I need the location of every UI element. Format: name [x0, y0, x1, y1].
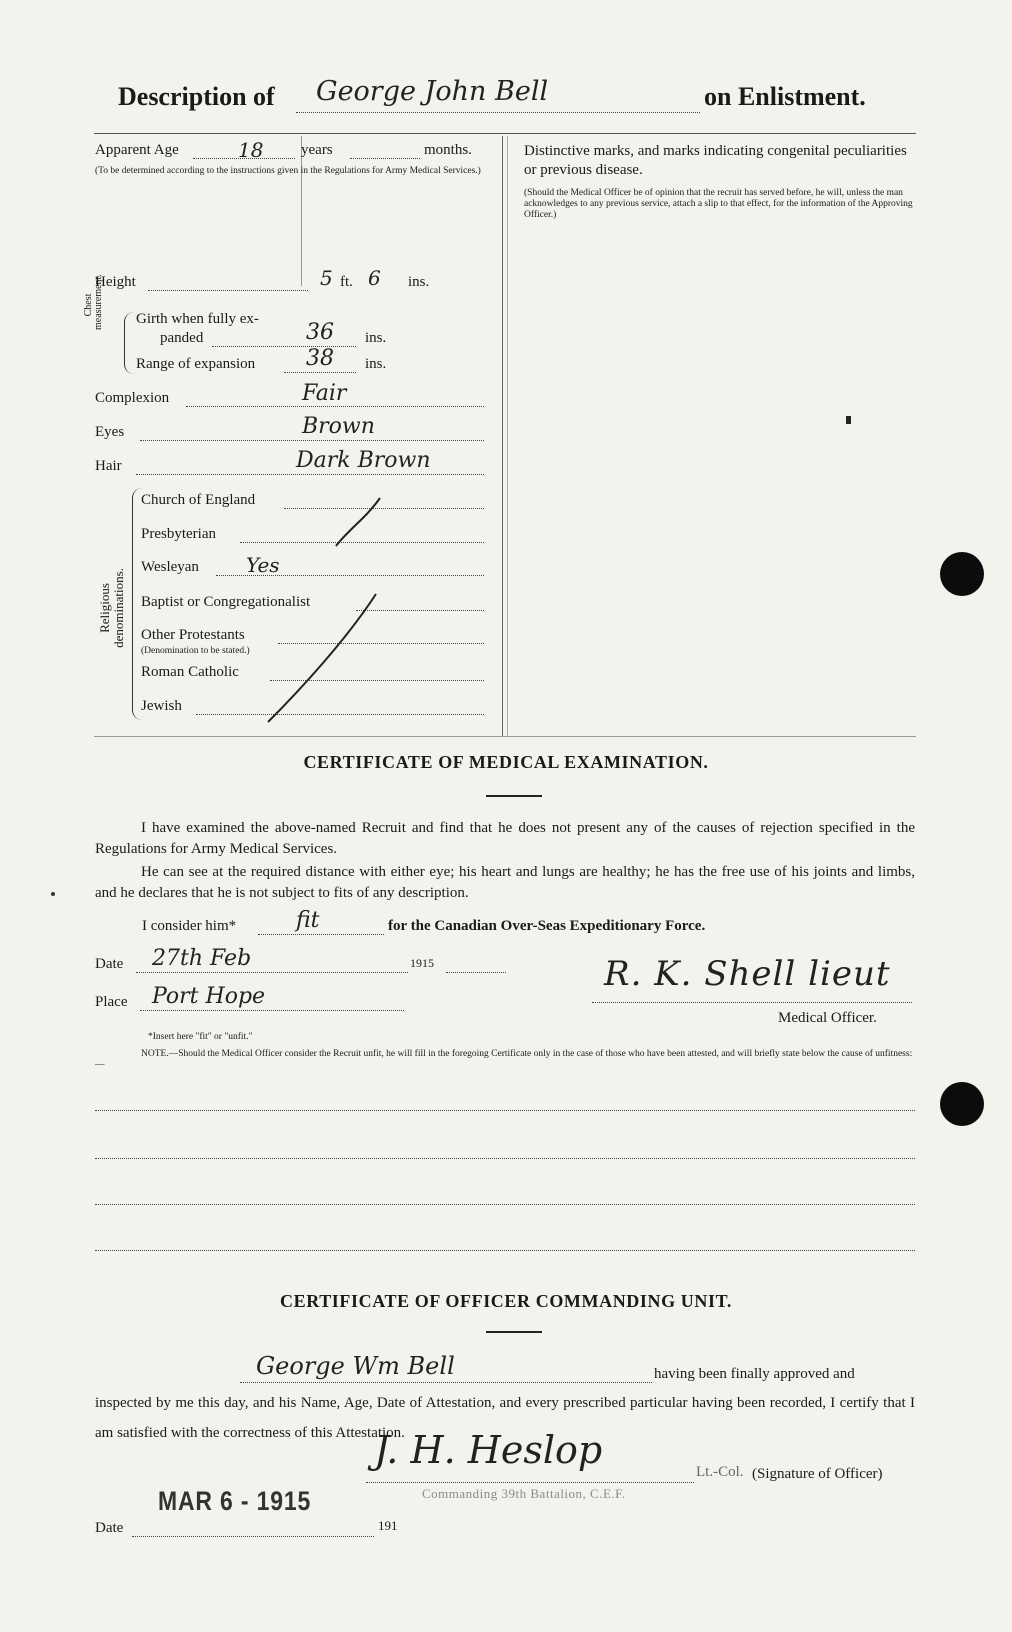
commanding-signature-label: (Signature of Officer) — [752, 1466, 883, 1482]
commanding-year-prefix: 191 — [378, 1518, 398, 1533]
unfitness-note: NOTE.—Should the Medical Officer consider the Recruit unfit, he will fill in the foregoing Certificate only in the case of those who have been attested, and will briefly state below the cause of unfitness:— — [95, 1049, 913, 1070]
chest-bracket — [124, 312, 135, 374]
commanding-certificate-heading: CERTIFICATE OF OFFICER COMMANDING UNIT. — [280, 1291, 732, 1311]
eyes-label: Eyes — [95, 424, 125, 440]
distinctive-heading: Distinctive marks, and marks indicating congenital peculiarities or previous disease. — [524, 143, 907, 178]
height-ft-value: 5 — [320, 266, 333, 290]
consider-prefix: I consider him* — [142, 918, 237, 934]
commanding-stamp-line: Commanding 39th Battalion, C.E.F. — [422, 1486, 626, 1501]
complexion-label: Complexion — [95, 390, 170, 406]
punch-hole-lower — [940, 1082, 984, 1126]
wesleyan-value: Yes — [246, 553, 280, 577]
insert-note: *Insert here "fit" or "unfit." — [148, 1032, 253, 1042]
center-divider — [502, 136, 503, 736]
girth-value: 36 — [306, 320, 334, 345]
range-unit: ins. — [365, 356, 387, 372]
complexion-value: Fair — [302, 381, 347, 406]
religion-label: Religious denominations. — [97, 568, 126, 648]
complexion-line — [186, 406, 484, 407]
margin-dot — [51, 892, 55, 896]
hair-line — [136, 474, 484, 475]
medical-officer-signature-line — [592, 1002, 912, 1003]
title-name-line — [296, 112, 700, 113]
apparent-age-value: 18 — [238, 138, 264, 162]
consider-line — [258, 934, 384, 935]
range-line — [284, 372, 356, 373]
ink-speck — [846, 416, 851, 424]
consider-value: fit — [296, 908, 320, 933]
eyes-line — [140, 440, 484, 441]
date-stamp: MAR 6 - 1915 — [158, 1486, 312, 1516]
top-rule — [94, 133, 916, 134]
commanding-date-label: Date — [95, 1520, 124, 1536]
religion-church-of-england: Church of England — [141, 492, 256, 508]
commanding-text-line1: having been finally approved and — [654, 1366, 855, 1382]
hair-value: Dark Brown — [296, 448, 431, 473]
commanding-rank: Lt.-Col. — [696, 1464, 744, 1480]
commanding-heading-rule — [486, 1331, 542, 1333]
height-ins-value: 6 — [368, 266, 381, 290]
place-line — [140, 1010, 404, 1011]
height-line — [148, 290, 308, 291]
medical-date-line — [136, 972, 408, 973]
ins-label: ins. — [408, 274, 430, 290]
medical-paragraph-1: I have examined the above-named Recruit and find that he does not present any of the causes of rejection specified in the Regulations for Army Medical Services. — [95, 820, 915, 857]
age-note: (To be determined according to the instructions given in the Regulations for Army Medical Services.) — [95, 166, 481, 176]
religion-strike-marks — [240, 490, 400, 730]
religion-baptist: Baptist or Congregationalist — [141, 594, 311, 610]
eyes-value: Brown — [302, 414, 375, 439]
months-line — [350, 158, 420, 159]
title-name-handwritten: George John Bell — [316, 76, 549, 107]
girth-unit: ins. — [365, 330, 387, 346]
commanding-signature-line — [366, 1482, 694, 1483]
distinctive-note: (Should the Medical Officer be of opinion that the recruit has served before, he will, unless the man acknowledges to any previous service, attach a slip to that effect, for the information of the Approving Officer.) — [524, 188, 913, 220]
medical-certificate-heading: CERTIFICATE OF MEDICAL EXAMINATION. — [303, 752, 709, 772]
medical-date-value: 27th Feb — [152, 946, 252, 971]
place-label: Place — [95, 994, 128, 1010]
medical-date-label: Date — [95, 956, 124, 972]
commanding-officer-signature: J. H. Heslop — [374, 1428, 603, 1472]
unfitness-line-1 — [95, 1110, 915, 1111]
religion-wesleyan: Wesleyan — [141, 559, 199, 575]
chest-measurement-label: Chest measurement. — [83, 274, 104, 330]
girth-label-line2: panded — [160, 330, 204, 346]
title-suffix: on Enlistment. — [704, 82, 866, 111]
religion-other-protestants: Other Protestants — [141, 627, 245, 643]
medical-date-year: 1915 — [410, 956, 434, 970]
medical-date-year-line — [446, 972, 506, 973]
medical-heading-rule — [486, 795, 542, 797]
religion-jewish: Jewish — [141, 698, 182, 714]
commanding-name-line — [240, 1382, 652, 1383]
medical-paragraph-2: He can see at the required distance with either eye; his heart and lungs are healthy; he has the free use of his joints and limbs, and he declares that he is not subject to fits of any description. — [95, 864, 915, 901]
commanding-text-body: inspected by me this day, and his Name, Age, Date of Attestation, and every prescribed particular having been recorded, I certify that I am satisfied with the correctness of this Attestation. — [95, 1395, 915, 1441]
hair-label: Hair — [95, 458, 122, 474]
years-label: years — [301, 142, 333, 158]
religion-presbyterian: Presbyterian — [141, 526, 216, 542]
apparent-age-label: Apparent Age — [95, 142, 179, 158]
place-value: Port Hope — [152, 984, 266, 1009]
center-divider-shadow — [507, 136, 508, 736]
medical-officer-signature: R. K. Shell lieut — [604, 954, 891, 994]
ft-label: ft. — [340, 274, 353, 290]
medical-officer-label: Medical Officer. — [778, 1010, 877, 1026]
commanding-name-value: George Wm Bell — [256, 1352, 455, 1380]
girth-line — [212, 346, 356, 347]
mid-rule — [94, 736, 916, 737]
girth-label-line1: Girth when fully ex- — [136, 311, 259, 327]
title-prefix: Description of — [118, 82, 275, 111]
range-value: 38 — [306, 346, 334, 371]
months-label: months. — [424, 142, 472, 158]
unfitness-line-3 — [95, 1204, 915, 1205]
consider-suffix: for the Canadian Over-Seas Expeditionary Force. — [388, 918, 706, 934]
height-label: Height — [95, 274, 136, 290]
religion-note: (Denomination to be stated.) — [141, 646, 250, 656]
religion-roman-catholic: Roman Catholic — [141, 664, 239, 680]
unfitness-line-2 — [95, 1158, 915, 1159]
unfitness-line-4 — [95, 1250, 915, 1251]
range-label: Range of expansion — [136, 356, 256, 372]
punch-hole-upper — [940, 552, 984, 596]
commanding-date-line — [132, 1536, 374, 1537]
